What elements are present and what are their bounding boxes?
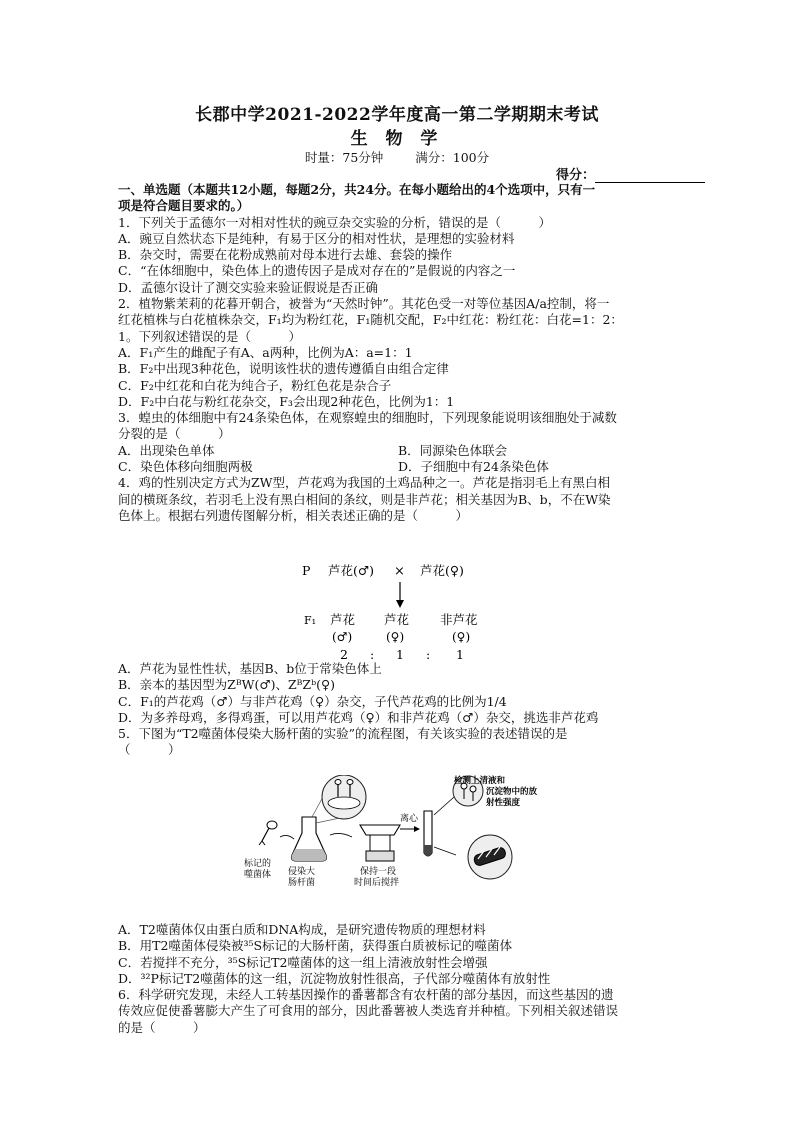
q4-option-d: D．为多养母鸡，多得鸡蛋，可以用芦花鸡（♀）和非芦花鸡（♂）杂交，挑选非芦花鸡	[118, 709, 599, 725]
ratio-3: 1	[456, 647, 464, 662]
arrow-curve-1	[280, 835, 294, 839]
q4-stem-3: 色体上。根据右列遗传图解分析，相关表述正确的是（ ）	[118, 507, 469, 523]
q3-options-row-1	[118, 443, 680, 459]
q4-stem-1: 4．鸡的性别决定方式为ZW型，芦花鸡为我国的土鸡品种之一。芦花是指羽毛上有黑白相	[118, 475, 610, 491]
zoom-circle-phage-attach	[312, 775, 366, 823]
q4-option-c: C．F₁的芦花鸡（♂）与非芦花鸡（♀）杂交，子代芦花鸡的比例为1/4	[118, 693, 507, 709]
q3-option-a: A．出现染色单体	[118, 442, 215, 458]
q2-option-d: D．F₂中白花与粉红花杂交，F₃会出现2种花色，比例为1：1	[118, 393, 455, 409]
label-infect: 侵染大	[288, 867, 316, 877]
ratio-2: 1	[396, 647, 404, 662]
cross-arrow-head	[396, 600, 404, 608]
label-phage: 噬菌体	[244, 870, 272, 880]
q4-cross-diagram	[300, 562, 520, 662]
zoom-circle-pellet	[468, 835, 512, 879]
flask-icon	[292, 817, 327, 861]
q3-option-b: B．同源染色体联会	[398, 442, 508, 458]
cross-f1-label: F₁	[304, 614, 317, 627]
label-centrifuge: 离心	[400, 814, 419, 824]
q5-stem-2: （ ）	[118, 742, 181, 758]
q6-stem-3: 的是（ ）	[118, 1019, 206, 1035]
label-detect-1: 检测上清液和	[454, 776, 506, 786]
offspring-2: 芦花	[384, 612, 410, 627]
section-heading-2: 项是符合题目要求的。）	[118, 198, 250, 214]
label-detect-2: 沉淀物中的放	[486, 787, 538, 797]
q1-option-b: B．杂交时，需要在花粉成熟前对母本进行去雄、套袋的操作	[118, 247, 453, 263]
q5-option-c: C．若搅拌不充分，³⁵S标记T2噬菌体的这一组上清液放射性会增强	[118, 954, 488, 970]
q5-option-b: B．用T2噬菌体侵染被³⁵S标记的大肠杆菌，获得蛋白质被标记的噬菌体	[118, 938, 513, 954]
offspring-1: 芦花	[330, 612, 356, 627]
q1-stem: 1．下列关于孟德尔一对相对性状的豌豆杂交实验的分析，错误的是（ ）	[118, 214, 551, 230]
arrow-to-supernatant	[434, 797, 454, 815]
q2-stem-3: 1。下列叙述错误的是（ ）	[118, 328, 301, 344]
block-top	[118, 182, 680, 524]
label-detect-3: 射性强度	[486, 798, 521, 808]
q1-option-d: D．孟德尔设计了测交实验来验证假说是否正确	[118, 279, 379, 295]
offspring-1-sex: (♂)	[332, 630, 353, 644]
label-ecoli: 肠杆菌	[288, 878, 316, 888]
q2-option-a: A．F₁产生的雌配子有A、a两种，比例为A：a=1：1	[118, 344, 413, 360]
q5-option-a: A．T2噬菌体仅由蛋白质和DNA构成，是研究遗传物质的理想材料	[118, 922, 486, 937]
offspring-3: 非芦花	[440, 612, 478, 627]
label-keep: 保持一段	[360, 867, 397, 877]
q3-options-row-2	[118, 459, 680, 475]
full-score: 满分：100分	[415, 150, 490, 165]
q6-stem-2: 传效应促使番薯膨大产生了可食用的部分，因此番薯被人类选育并种植。下列相关叙述错误	[118, 1003, 619, 1019]
test-tube-icon	[424, 811, 432, 856]
time-limit: 时量：75分钟	[304, 150, 384, 165]
q4-stem-2: 间的横斑条纹，若羽毛上没有黑白相间的条纹，则是非芦花；相关基因为B、b，不在W染	[118, 491, 611, 507]
exam-title: 长郡中学2021-2022学年度高一第二学期期末考试	[195, 105, 599, 125]
cross-p-label: P	[302, 563, 311, 578]
phage-icon	[259, 821, 277, 845]
q2-stem-2: 红花植株与白花植株杂交，F₁均为粉红花，F₁随机交配，F₂中红花：粉红花：白花=1：2：	[118, 312, 623, 328]
q6-stem-1: 6．科学研究发现，未经人工转基因操作的番薯都含有农杆菌的部分基因，而这些基因的遗	[118, 987, 614, 1003]
section-heading-1: 一、单选题（本题共12小题，每题2分，共24分。在每小题给出的4个选项中，只有一	[118, 182, 596, 197]
block-middle	[118, 661, 680, 759]
q2-stem-1: 2．植物紫茉莉的花暮开朝合，被誉为“天然时钟”。其花色受一对等位基因A/a控制，将一	[118, 296, 610, 312]
block-bottom	[118, 922, 680, 1036]
ratio-colon-1: :	[370, 647, 375, 662]
q5-phage-experiment-figure	[242, 775, 552, 893]
q4-option-a: A．芦花为显性性状，基因B、b位于常染色体上	[118, 661, 382, 676]
q2-option-c: C．F₂中红花和白花为纯合子，粉红色花是杂合子	[118, 377, 392, 393]
q4-option-b: B．亲本的基因型为ZᴮW(♂)、ZᴮZᵇ(♀)	[118, 677, 336, 693]
arrow-centrifuge-head	[414, 826, 420, 832]
label-stir: 时间后搅拌	[354, 878, 400, 888]
score-label: 得分：	[556, 168, 596, 183]
q2-option-b: B．F₂中出现3种花色，说明该性状的遗传遵循自由组合定律	[118, 361, 449, 377]
q1-option-c: C．“在体细胞中，染色体上的遗传因子是成对存在的”是假说的内容之一	[118, 263, 516, 279]
score-field	[556, 164, 705, 183]
q1-option-a: A．豌豆自然状态下是纯种，有易于区分的相对性状，是理想的实验材料	[118, 230, 515, 246]
ratio-1: 2	[340, 647, 348, 662]
cross-p-male: 芦花(♂)	[328, 563, 374, 578]
q3-stem-2: 分裂的是（ ）	[118, 426, 231, 442]
offspring-3-sex: (♀)	[452, 630, 471, 644]
arrow-to-pellet	[434, 847, 456, 855]
q3-option-c: C．染色体移向细胞两极	[118, 459, 253, 475]
label-labeled: 标记的	[244, 859, 272, 869]
q3-stem-1: 3．蝗虫的体细胞中有24条染色体，在观察蝗虫的细胞时，下列现象能说明该细胞处于减数	[118, 410, 617, 426]
cross-times: ×	[394, 564, 405, 579]
q3-option-d: D．子细胞中有24条染色体	[398, 459, 549, 475]
q5-stem-1: 5．下图为“T2噬菌体侵染大肠杆菌的实验”的流程图，有关该实验的表述错误的是	[118, 726, 568, 742]
arrow-curve-2	[330, 833, 352, 837]
q5-option-d: D．³²P标记T2噬菌体的这一组，沉淀物放射性很高，子代部分噬菌体有放射性	[118, 970, 551, 986]
offspring-2-sex: (♀)	[386, 630, 405, 644]
blender-icon	[360, 825, 400, 861]
subject-title: 生 物 学	[350, 129, 444, 149]
ratio-colon-2: :	[426, 647, 431, 662]
cross-p-female: 芦花(♀)	[420, 563, 464, 578]
